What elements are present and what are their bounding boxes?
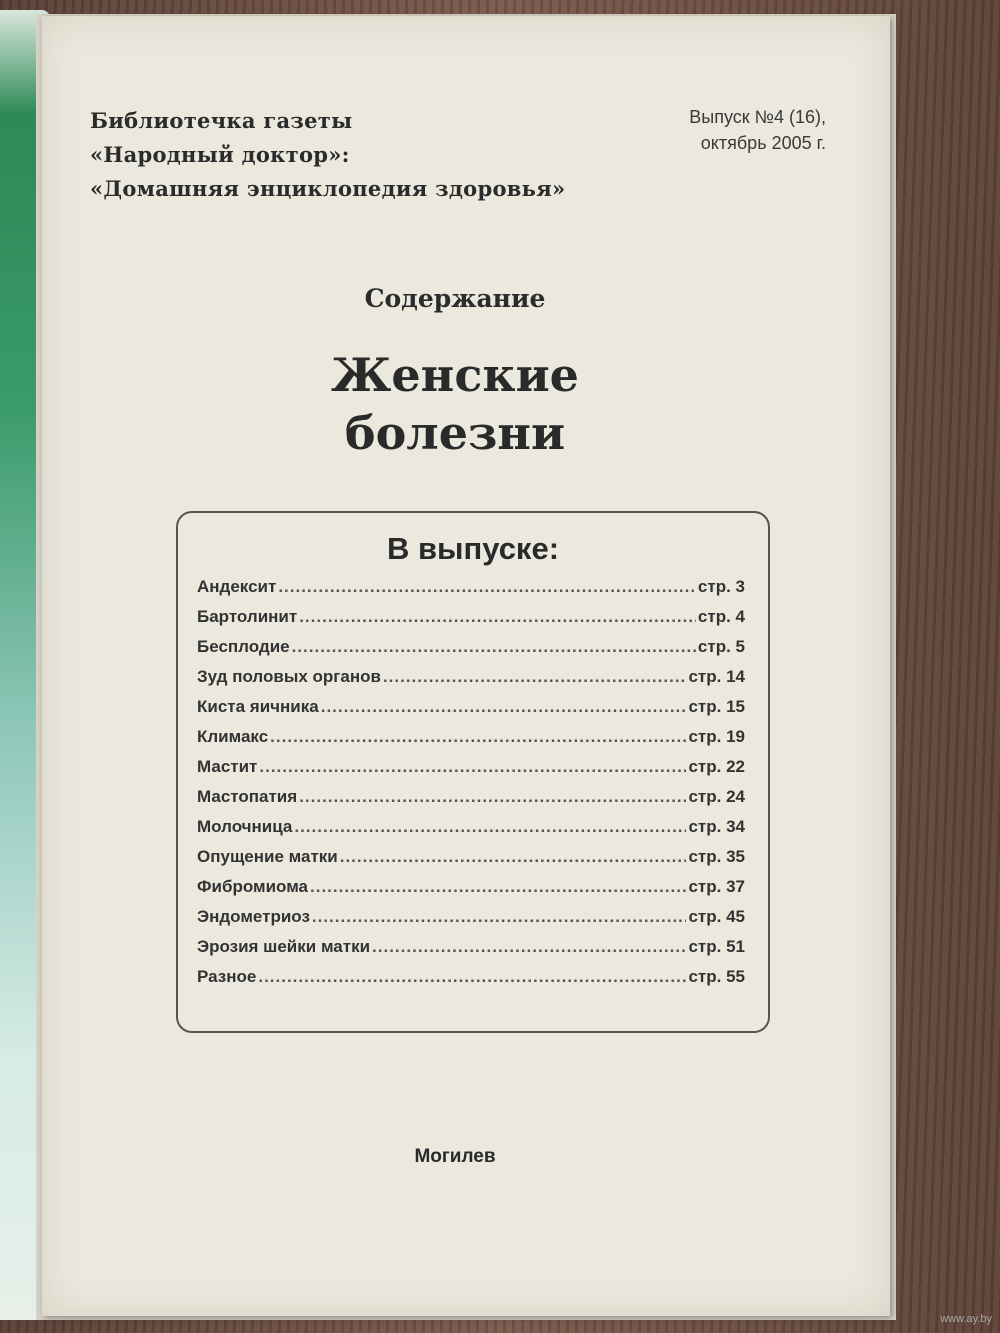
book-title xyxy=(42,346,868,462)
publication-city: Могилев xyxy=(414,1146,496,1167)
toc-entry-page: стр. 14 xyxy=(688,667,745,686)
issue-number: Выпуск №4 (16), xyxy=(689,107,826,127)
toc-entry-page: стр. 5 xyxy=(697,637,745,656)
toc-leader-dots xyxy=(292,637,696,657)
toc-entry xyxy=(197,727,745,757)
toc-entry-page: стр. 4 xyxy=(697,607,745,626)
toc-entry-page: стр. 24 xyxy=(688,787,745,806)
toc-entry-name: Климакс xyxy=(197,727,269,746)
toc-entry xyxy=(197,967,745,997)
toc-leader-dots xyxy=(383,667,687,687)
toc-entry-name: Андексит xyxy=(197,577,277,596)
toc-entry-name: Бартолинит xyxy=(197,607,298,626)
toc-entry-page: стр. 22 xyxy=(688,757,745,776)
toc-entry-page: стр. 35 xyxy=(688,847,745,866)
toc-entry-page: стр. 3 xyxy=(697,577,745,596)
toc-entry xyxy=(197,607,745,637)
toc-leader-dots xyxy=(259,757,686,777)
book-title-line: Женские xyxy=(331,348,579,402)
toc-entry-page: стр. 15 xyxy=(688,697,745,716)
series-line: «Народный доктор»: xyxy=(90,142,350,167)
toc-entry xyxy=(197,787,745,817)
toc-entry xyxy=(197,637,745,667)
toc-leader-dots xyxy=(299,787,686,807)
toc-leader-dots xyxy=(321,697,687,717)
toc-leader-dots xyxy=(258,967,686,987)
toc-entry xyxy=(197,937,745,967)
toc-entry xyxy=(197,697,745,727)
toc-entry-name: Киста яичника xyxy=(197,697,319,716)
toc-entry-name: Опущение матки xyxy=(197,847,338,866)
toc-leader-dots xyxy=(312,907,687,927)
toc-leader-dots xyxy=(270,727,686,747)
issue-info xyxy=(689,104,826,156)
toc-entry-page: стр. 51 xyxy=(688,937,745,956)
toc-entry-name: Эрозия шейки матки xyxy=(197,937,371,956)
issue-date: октябрь 2005 г. xyxy=(700,133,826,153)
toc-leader-dots xyxy=(340,847,687,867)
toc-entry-page: стр. 55 xyxy=(688,967,745,986)
toc-entry xyxy=(197,877,745,907)
series-title xyxy=(90,104,565,206)
toc-entry-name: Мастит xyxy=(197,757,258,776)
toc-entry-name: Бесплодие xyxy=(197,637,290,656)
toc-entry xyxy=(197,757,745,787)
toc-entry xyxy=(197,847,745,877)
toc-entry-page: стр. 34 xyxy=(688,817,745,836)
toc-entry xyxy=(197,907,745,937)
toc-entry-name: Фибромиома xyxy=(197,877,308,896)
table-of-contents xyxy=(176,511,770,1033)
toc-entry-name: Зуд половых органов xyxy=(197,667,381,686)
toc-entry-page: стр. 45 xyxy=(688,907,745,926)
book-title-line: болезни xyxy=(344,406,566,460)
toc-entry-page: стр. 19 xyxy=(688,727,745,746)
toc-list xyxy=(197,577,745,997)
series-line: «Домашняя энциклопедия здоровья» xyxy=(90,176,566,201)
toc-entry xyxy=(197,577,745,607)
toc-entry-page: стр. 37 xyxy=(688,877,745,896)
toc-leader-dots xyxy=(310,877,686,897)
toc-entry-name: Молочница xyxy=(197,817,293,836)
toc-leader-dots xyxy=(278,577,696,597)
series-line: Библиотечка газеты xyxy=(90,108,353,133)
site-watermark: www.ay.by xyxy=(940,1313,992,1325)
toc-entry xyxy=(197,667,745,697)
toc-leader-dots xyxy=(299,607,696,627)
toc-entry-name: Эндометриоз xyxy=(197,907,310,926)
toc-heading: В выпуске: xyxy=(386,531,560,566)
toc-leader-dots xyxy=(372,937,686,957)
contents-label: Содержание xyxy=(364,284,546,313)
toc-leader-dots xyxy=(294,817,686,837)
toc-entry xyxy=(197,817,745,847)
toc-entry-name: Разное xyxy=(197,967,257,986)
booklet-page xyxy=(42,16,890,1316)
toc-entry-name: Мастопатия xyxy=(197,787,298,806)
